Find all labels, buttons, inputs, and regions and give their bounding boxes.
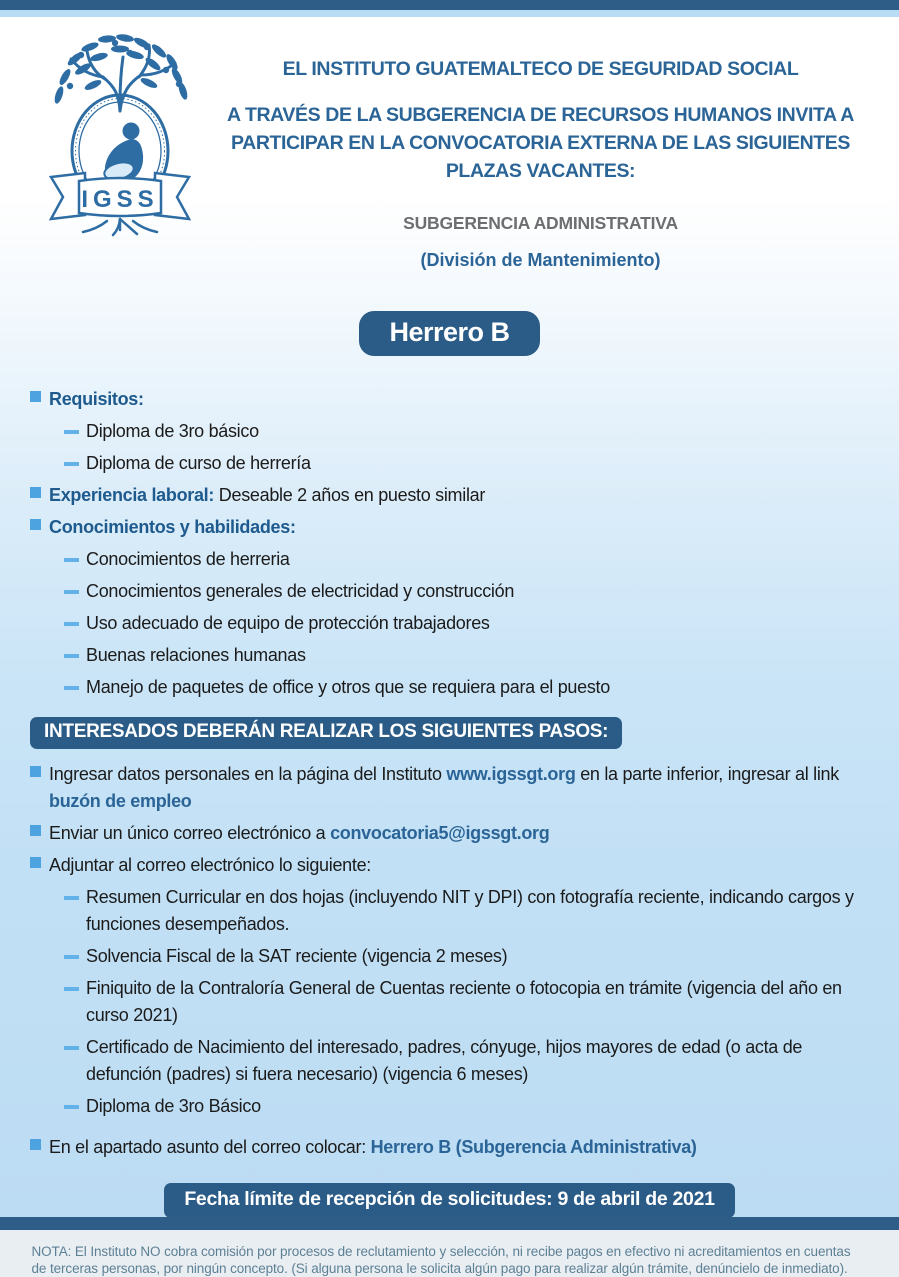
skill-item: [64, 578, 871, 605]
position-badge: Herrero B: [359, 311, 539, 356]
division-title: (División de Mantenimiento): [420, 250, 661, 270]
igss-logo: [30, 31, 210, 271]
bullet-dash-icon: [64, 654, 79, 658]
skill-item: [64, 642, 871, 669]
subject-highlight: Herrero B (Subgerencia Administrativa): [370, 1137, 697, 1157]
experience-text-wrap: [49, 482, 485, 509]
skill-item: [64, 610, 871, 637]
bullet-square-icon: [30, 519, 41, 530]
bullet-dash-icon: [64, 558, 79, 562]
requirement-item: [64, 418, 871, 445]
step2-text: [49, 820, 549, 847]
bullet-square-icon: [30, 1139, 41, 1150]
step4-text: [49, 1134, 697, 1161]
attachment-text: Finiquito de la Contraloría General de Cuentas reciente o fotocopia en trámite (vigencia del año en curso 2021): [86, 978, 842, 1025]
bullet-square-icon: [30, 825, 41, 836]
bullet-dash-icon: [64, 896, 79, 900]
skill-text: Conocimientos de herreria: [86, 549, 290, 569]
header-line-1: EL INSTITUTO GUATEMALTECO DE SEGURIDAD SOCIAL: [282, 58, 799, 80]
bullet-dash-icon: [64, 430, 79, 434]
step2-pre: Enviar un único correo electrónico a: [49, 823, 331, 843]
bullet-dash-icon: [64, 1105, 79, 1109]
buzon-empleo-link[interactable]: buzón de empleo: [49, 791, 192, 811]
requirement-text: Diploma de curso de herrería: [86, 453, 311, 473]
position-badge-wrap: [0, 311, 899, 356]
step-row: [30, 820, 871, 847]
step1-text: [49, 761, 871, 815]
top-accent-bar: [0, 0, 899, 10]
step4-pre: En el apartado asunto del correo colocar:: [49, 1137, 371, 1157]
email-link[interactable]: convocatoria5@igssgt.org: [330, 823, 550, 843]
attachment-text: Solvencia Fiscal de la SAT reciente (vigencia 2 meses): [86, 946, 508, 966]
bullet-square-icon: [30, 766, 41, 777]
experience-label: Experiencia laboral:: [49, 485, 215, 505]
header-line-2: A TRAVÉS DE LA SUBGERENCIA DE RECURSOS HUMANOS INVITA A: [227, 104, 854, 126]
bullet-dash-icon: [64, 955, 79, 959]
website-link[interactable]: www.igssgt.org: [446, 764, 576, 784]
attachment-text: Certificado de Nacimiento del interesado, padres, cónyuge, hijos mayores de edad (o acta de defunción (padres) si fuera necesario) (vigencia 6 meses): [86, 1037, 803, 1084]
step3-label: Adjuntar al correo electrónico lo siguiente:: [49, 855, 371, 875]
bullet-dash-icon: [64, 686, 79, 690]
bullet-dash-icon: [64, 462, 79, 466]
igss-tree-emblem-icon: [30, 31, 210, 236]
requirement-text: Diploma de 3ro básico: [86, 421, 259, 441]
bullet-dash-icon: [64, 987, 79, 991]
header-line-3: PARTICIPAR EN LA CONVOCATORIA EXTERNA DE LAS SIGUIENTES PLAZAS VACANTES:: [230, 132, 850, 182]
step-row: [30, 761, 871, 815]
attachment-text: Diploma de 3ro Básico: [86, 1096, 261, 1116]
bullet-dash-icon: [64, 1046, 79, 1050]
step1-mid: en la parte inferior, ingresar al link: [575, 764, 839, 784]
skill-item: [64, 546, 871, 573]
step1-pre: Ingresar datos personales en la página del Instituto: [49, 764, 447, 784]
skill-text: Buenas relaciones humanas: [86, 645, 306, 665]
skills-label: Conocimientos y habilidades:: [49, 517, 296, 537]
header: [0, 17, 899, 271]
attachment-text: Resumen Curricular en dos hojas (incluyendo NIT y DPI) con fotografía reciente, indicando cargos y funciones desempeñados.: [86, 887, 854, 934]
subject-instruction-row: [30, 1134, 871, 1161]
bullet-square-icon: [30, 857, 41, 868]
top-accent-subbar: [0, 10, 899, 17]
deadline-wrap: [0, 1183, 899, 1218]
skills-header-row: [30, 514, 871, 541]
bullet-square-icon: [30, 391, 41, 402]
skill-text: Manejo de paquetes de office y otros que se requiera para el puesto: [86, 677, 610, 697]
step-row: [30, 852, 871, 879]
requirements-header-row: [30, 386, 871, 413]
experience-row: [30, 482, 871, 509]
deadline-banner: Fecha límite de recepción de solicitudes: 9 de abril de 2021: [164, 1183, 734, 1218]
requirement-item: [64, 450, 871, 477]
steps-content: [0, 761, 899, 1161]
bullet-dash-icon: [64, 590, 79, 594]
bullet-dash-icon: [64, 622, 79, 626]
experience-text: Deseable 2 años en puesto similar: [218, 485, 486, 505]
header-text-block: [210, 31, 871, 271]
skill-text: Uso adecuado de equipo de protección trabajadores: [86, 613, 490, 633]
igss-logo-text: IGSS: [81, 186, 159, 213]
requirements-label: Requisitos:: [49, 389, 144, 409]
steps-header-banner: INTERESADOS DEBERÁN REALIZAR LOS SIGUIENTES PASOS:: [30, 717, 622, 749]
skill-item: [64, 674, 871, 701]
main-content: [0, 356, 899, 701]
attachment-item: [64, 884, 871, 938]
skill-text: Conocimientos generales de electricidad y construcción: [86, 581, 515, 601]
attachment-item: [64, 943, 871, 970]
footer-note: NOTA: El Instituto NO cobra comisión por procesos de reclutamiento y selección, ni recibe pagos en efectivo ni acreditamientos en cuentas de terceras personas, por ningún concepto. (Si alguna persona le solicita algún pago para realizar algún trámite, denúncielo de inmediato).: [31, 1244, 851, 1276]
attachment-item: [64, 1034, 871, 1088]
attachment-item: [64, 1093, 871, 1120]
attachment-item: [64, 975, 871, 1029]
department-title: SUBGERENCIA ADMINISTRATIVA: [403, 213, 678, 233]
bullet-square-icon: [30, 487, 41, 498]
bottom-accent-bar: [0, 1217, 899, 1230]
